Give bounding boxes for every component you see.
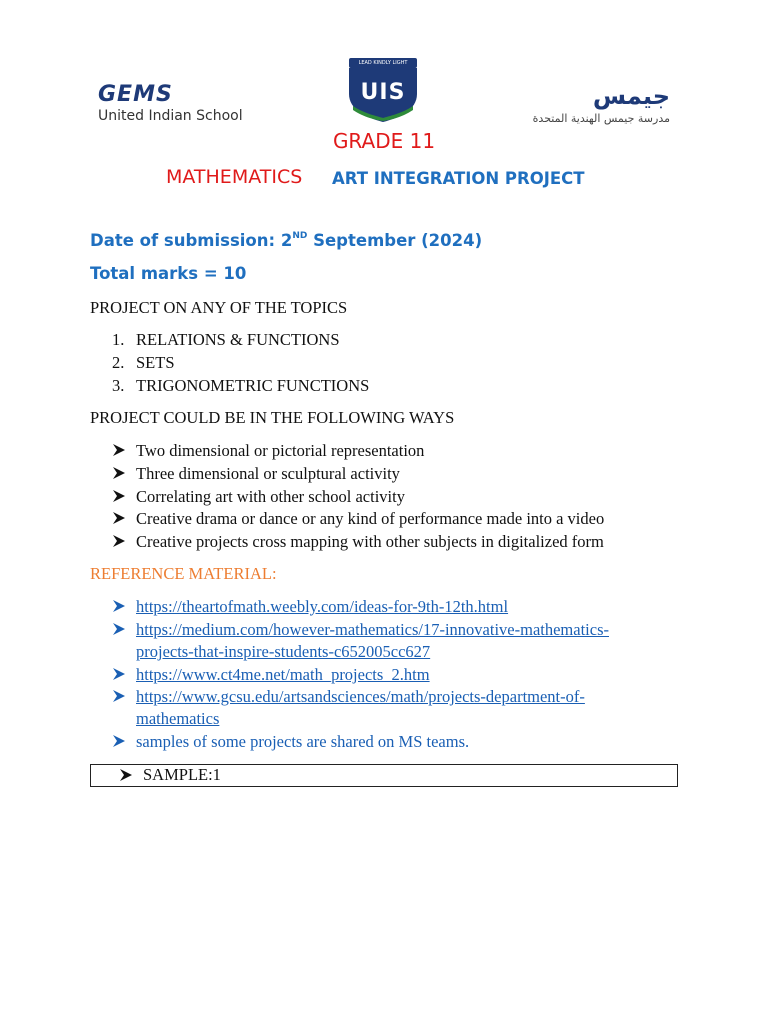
list-item [112,353,175,373]
list-item [112,376,369,396]
arrowhead-bullet-icon [112,443,126,457]
list-text: Creative drama or dance or any kind of performance made into a video [136,509,605,528]
arrowhead-bullet-icon [112,466,126,480]
reference-item [112,687,585,707]
list-item [112,509,605,529]
list-item [112,487,405,507]
arrowhead-bullet-icon [112,511,126,525]
submission-rest: September (2024) [307,231,483,250]
reference-link[interactable]: https://www.ct4me.net/math_projects_2.htm [136,665,430,684]
arrowhead-bullet-icon [112,622,126,636]
list-item [112,330,340,350]
reference-link[interactable]: projects-that-inspire-students-c652005cc627 [136,642,431,661]
sample-label: SAMPLE:1 [143,765,221,784]
arrowhead-bullet-icon [112,599,126,613]
gems-logo-subtitle: United Indian School [98,108,243,124]
reference-item [112,597,509,617]
ways-intro: PROJECT COULD BE IN THE FOLLOWING WAYS [90,408,455,427]
arrowhead-bullet-icon [112,489,126,503]
arrowhead-bullet-icon [112,734,126,748]
reference-link[interactable]: https://theartofmath.weebly.com/ideas-for-9th-12th.html [136,597,509,616]
uis-logo-initials: UIS [360,80,406,105]
reference-note: samples of some projects are shared on MS teams. [136,732,470,751]
reference-link[interactable]: https://medium.com/however-mathematics/17-innovative-mathematics- [136,620,609,639]
subject-title: MATHEMATICS [166,166,303,188]
list-text: Two dimensional or pictorial representation [136,441,425,460]
list-text: TRIGONOMETRIC FUNCTIONS [136,376,370,395]
reference-item-continued [112,642,431,662]
arabic-logo-subtitle: مدرسة جيمس الهندية المتحدة [532,112,670,125]
arrowhead-bullet-icon [119,768,133,782]
uis-logo-motto: LEAD KINDLY LIGHT [349,58,417,68]
list-number: 1. [112,330,125,349]
list-item [112,441,425,461]
arrowhead-bullet-icon [112,667,126,681]
gems-logo-word: GEMS [98,82,173,107]
reference-link[interactable]: https://www.gcsu.edu/artsandsciences/math/projects-department-of- [136,687,585,706]
reference-title: REFERENCE MATERIAL: [90,564,277,583]
total-marks: Total marks = 10 [90,264,247,283]
gems-logo [98,84,278,124]
arabic-logo-main: جيمس [592,82,670,110]
reference-link[interactable]: mathematics [136,709,220,728]
list-text: SETS [136,353,175,372]
list-item [112,464,400,484]
list-item [112,532,604,552]
topics-intro: PROJECT ON ANY OF THE TOPICS [90,298,348,317]
arrowhead-bullet-icon [112,689,126,703]
list-text: Creative projects cross mapping with other subjects in digitalized form [136,532,604,551]
list-text: Three dimensional or sculptural activity [136,464,400,483]
reference-item-continued [112,709,220,729]
submission-label: Date of submission: 2 [90,231,293,250]
reference-item [112,732,470,752]
sample-box [90,764,678,787]
arrowhead-bullet-icon [112,534,126,548]
grade-title: GRADE 11 [332,129,436,153]
list-text: RELATIONS & FUNCTIONS [136,330,340,349]
list-text: Correlating art with other school activity [136,487,405,506]
uis-logo [347,58,419,122]
submission-superscript: ND [292,230,308,241]
list-number: 3. [112,376,125,395]
project-title: ART INTEGRATION PROJECT [332,169,585,188]
arabic-logo [495,84,670,125]
reference-item [112,620,609,640]
submission-date [90,231,482,250]
reference-item [112,665,430,685]
list-number: 2. [112,353,125,372]
